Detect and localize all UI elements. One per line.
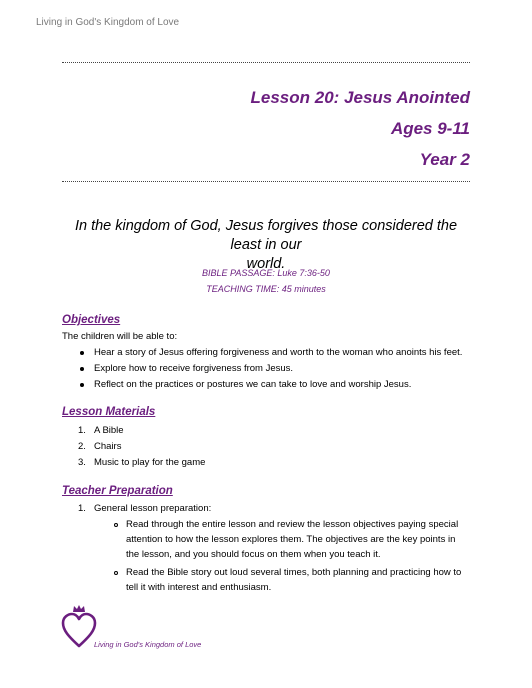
year-label: Year 2: [419, 150, 470, 169]
bible-passage: BIBLE PASSAGE: Luke 7:36-50: [202, 268, 330, 278]
list-number: 3.: [78, 457, 86, 468]
list-number: 1.: [78, 425, 86, 436]
preparation-heading: Teacher Preparation: [62, 485, 173, 497]
running-header: Living in God's Kingdom of Love: [36, 17, 180, 28]
teaching-time: TEACHING TIME: 45 minutes: [206, 284, 326, 294]
materials-heading: Lesson Materials: [62, 406, 156, 418]
preparation-item: General lesson preparation:: [94, 503, 212, 514]
age-range: Ages 9-11: [390, 119, 470, 138]
circle-bullet-icon: [114, 571, 118, 575]
objective-item: Reflect on the practices or postures we can take to love and worship Jesus.: [94, 379, 412, 390]
subitem-line: the lesson, and you should focus on them when you teach it.: [126, 549, 381, 560]
objectives-heading: Objectives: [62, 314, 121, 326]
subitem-line: Read the Bible story out loud several times, both planning and practicing how to: [126, 567, 462, 578]
bullet-icon: [80, 367, 84, 371]
preparation-subitem: [126, 565, 476, 595]
theme-statement: [62, 217, 470, 274]
lesson-title: Lesson 20: Jesus Anointed: [250, 88, 470, 107]
list-number: 1.: [78, 503, 86, 514]
footer-text: Living in God's Kingdom of Love: [94, 640, 202, 649]
objective-item: Hear a story of Jesus offering forgiveness and worth to the woman who anoints his feet.: [94, 347, 463, 358]
subitem-line: tell it with interest and enthusiasm.: [126, 582, 272, 593]
material-item: Chairs: [94, 441, 122, 452]
preparation-subitem: [126, 517, 476, 562]
theme-line-2: world.: [246, 256, 286, 272]
material-item: A Bible: [94, 425, 124, 436]
circle-bullet-icon: [114, 523, 118, 527]
divider-bottom: [62, 181, 470, 182]
bullet-icon: [80, 351, 84, 355]
objectives-intro: The children will be able to:: [62, 331, 178, 342]
crown-heart-icon: [60, 604, 98, 650]
subitem-line: Read through the entire lesson and review the lesson objectives paying special: [126, 519, 459, 530]
material-item: Music to play for the game: [94, 457, 206, 468]
list-number: 2.: [78, 441, 86, 452]
bullet-icon: [80, 383, 84, 387]
subitem-line: attention to how the lesson explores them. The objectives are the key points in: [126, 534, 456, 545]
theme-line-1: In the kingdom of God, Jesus forgives those considered the least in our: [74, 218, 458, 253]
objective-item: Explore how to receive forgiveness from Jesus.: [94, 363, 294, 374]
divider-top: [62, 62, 470, 63]
